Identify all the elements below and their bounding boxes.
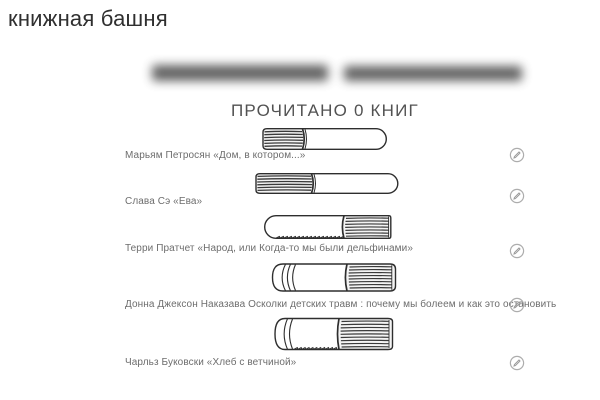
pencil-circle-icon	[509, 243, 525, 259]
edit-book-button[interactable]	[509, 243, 525, 259]
edit-book-button[interactable]	[509, 355, 525, 371]
book-illustration[interactable]	[253, 172, 401, 195]
book-title[interactable]: Донна Джексон Наказава Осколки детских травм : почему мы болеем и как это остановить	[125, 299, 557, 310]
blurred-username	[152, 60, 527, 86]
read-count-heading: ПРОЧИТАНО 0 КНИГ	[231, 101, 419, 120]
pencil-circle-icon	[509, 147, 525, 163]
edit-book-button[interactable]	[509, 147, 525, 163]
book-illustration[interactable]	[255, 214, 393, 240]
blurred-text-block	[152, 65, 328, 81]
pencil-circle-icon	[509, 297, 525, 313]
book-title[interactable]: Марьям Петросян «Дом, в котором...»	[125, 150, 306, 161]
edit-book-button[interactable]	[509, 297, 525, 313]
book-illustration[interactable]	[260, 127, 390, 151]
book-illustration[interactable]	[268, 316, 395, 353]
page-title: книжная башня	[8, 6, 168, 31]
blurred-text-block	[344, 66, 522, 81]
book-title[interactable]: Чарльз Буковски «Хлеб с ветчиной»	[125, 357, 297, 368]
pencil-circle-icon	[509, 188, 525, 204]
book-title[interactable]: Терри Пратчет «Народ, или Когда-то мы были дельфинами»	[125, 243, 413, 254]
edit-book-button[interactable]	[509, 188, 525, 204]
book-title[interactable]: Слава Сэ «Ева»	[125, 196, 203, 207]
pencil-circle-icon	[509, 355, 525, 371]
book-illustration[interactable]	[265, 262, 398, 293]
